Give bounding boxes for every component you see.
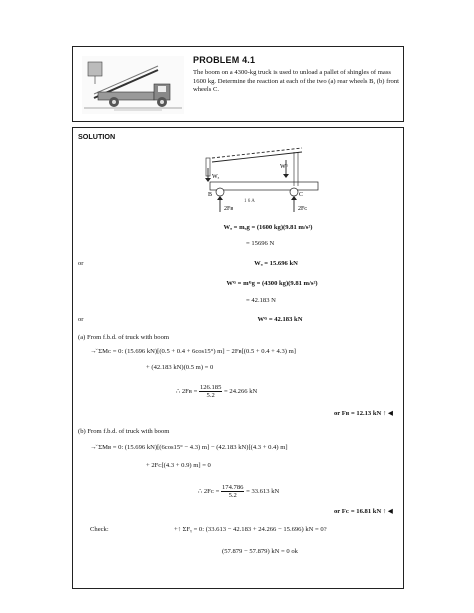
eq-wa-newton: = 15696 N (246, 240, 275, 247)
fbd-label-wg: Wᴳ (280, 164, 289, 170)
or-label-1: or (78, 260, 84, 267)
part-b-moment-eq-cont: + 2Fᴄ[(4.3 + 0.9) m] = 0 (146, 462, 211, 469)
part-a-moment-eq-cont: + (42.183 kN)(0.5 m) = 0 (146, 364, 214, 371)
part-b-denominator: 5.2 (228, 492, 237, 499)
check-equation: +↑ ΣFᵧ = 0: (33.613 − 42.183 + 24.266 − 15.696) kN = 0? (174, 526, 327, 533)
part-a-fraction (199, 384, 222, 399)
fbd-dims: 1 6 A (244, 199, 255, 204)
part-b-solve-lhs: ∴ 2Fᴄ = (198, 488, 220, 496)
fbd-label-fb: 2Fʙ (224, 206, 234, 212)
or-label-2: or (78, 316, 84, 323)
part-a-heading: (a) From f.b.d. of truck with boom (78, 334, 170, 341)
part-a-solve (176, 384, 257, 399)
part-b-numerator: 174.786 (221, 484, 244, 491)
fbd-label-wa: Wₐ (212, 174, 220, 180)
check-label: Check: (90, 526, 109, 533)
eq-wg-result: Wᴳ = 42.183 kN (257, 316, 303, 323)
part-b-fraction (221, 484, 244, 499)
part-a-answer: or Fʙ = 12.13 kN ↑ ◀ (334, 410, 393, 417)
part-a-denominator: 5.2 (206, 392, 215, 399)
part-b-moment-eq: →̆ ΣMʙ = 0: (15.696 kN)[(6cos15° − 4.3) m] − (42.183 kN)[(4.3 + 0.4) m] (90, 444, 288, 451)
part-b-solve-rhs: = 33.613 kN (246, 488, 280, 496)
truck-figure (80, 54, 186, 116)
eq-wa-result: Wₐ = 15.696 kN (254, 260, 298, 267)
eq-wg-mass: Wᴳ = mᴳg = (4300 kg)(9.81 m/s²) (226, 280, 318, 287)
part-a-solve-rhs: = 24.266 kN (224, 388, 258, 396)
part-b-heading: (b) From f.b.d. of truck with boom (78, 428, 170, 435)
eq-wa-mass: Wₐ = mₐg = (1600 kg)(9.81 m/s²) (223, 224, 313, 231)
fbd-label-fc: 2Fᴄ (298, 206, 308, 212)
eq-wg-newton: = 42.183 N (246, 297, 276, 304)
part-b-answer: or Fᴄ = 16.81 kN ↑ ◀ (334, 508, 393, 515)
part-a-numerator: 126.185 (199, 384, 222, 391)
check-result: (57.879 − 57.879) kN = 0 ok (222, 548, 298, 555)
solution-title: SOLUTION (78, 132, 116, 141)
free-body-diagram (198, 146, 328, 218)
part-a-moment-eq: →̆ ΣMᴄ = 0: (15.696 kN)[(0.5 + 0.4 + 6cos15°) m] − 2Fʙ[(0.5 + 0.4 + 4.3) m] (90, 348, 296, 355)
part-b-solve (198, 484, 279, 499)
problem-title: PROBLEM 4.1 (193, 55, 256, 65)
part-a-solve-lhs: ∴ 2Fʙ = (176, 388, 198, 396)
problem-statement: The boom on a 4300-kg truck is used to unload a pallet of shingles of mass 1600 kg. Determine the reaction at each of the two (a) rear wheels B, (b) front wheels C. (193, 69, 399, 94)
fbd-label-c: C (299, 192, 304, 198)
fbd-label-b: B (208, 192, 213, 198)
